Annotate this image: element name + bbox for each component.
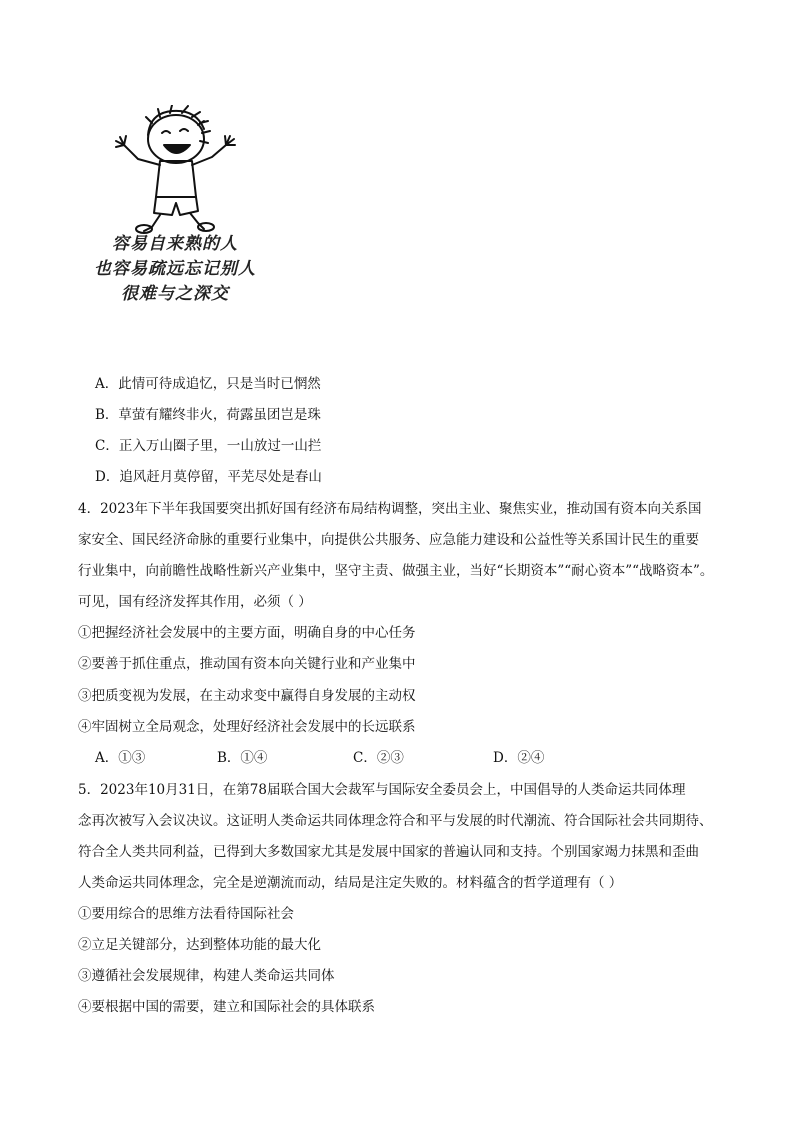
caption-line: 容易自来熟的人 — [112, 234, 238, 254]
q4-choice-c: C．②③ — [353, 750, 404, 766]
q4-item-4: ④牢固树立全局观念，处理好经济社会发展中的长远联系 — [78, 719, 416, 735]
q5-stem-line: 念再次被写入会议决议。这证明人类命运共同体理念符合和平与发展的时代潮流、符合国际社会共同期待、 — [78, 813, 713, 829]
q4-stem-line: 4．2023年下半年我国要突出抓好国有经济布局结构调整，突出主业、聚焦实业，推动国有资本向关系国 — [78, 501, 702, 517]
q3-option-b: B．草萤有耀终非火，荷露虽团岂是珠 — [95, 407, 321, 423]
q4-stem-line: 家安全、国民经济命脉的重要行业集中，向提供公共服务、应急能力建设和公益性等关系国计民生的重要 — [78, 532, 699, 548]
cartoon-caption — [80, 232, 270, 307]
caption-line: 很难与之深交 — [121, 284, 229, 304]
q3-option-c: C．正入万山圈子里，一山放过一山拦 — [95, 438, 322, 454]
q4-item-2: ②要善于抓住重点，推动国有资本向关键行业和产业集中 — [78, 656, 416, 672]
q3-option-d: D．追风赶月莫停留，平芜尽处是春山 — [95, 469, 322, 485]
caption-line: 也容易疏远忘记别人 — [94, 259, 256, 279]
q4-item-3: ③把质变视为发展，在主动求变中赢得自身发展的主动权 — [78, 688, 416, 704]
q4-choice-b: B．①④ — [217, 750, 268, 766]
q5-stem-line: 人类命运共同体理念，完全是逆潮流而动，结局是注定失败的。材料蕴含的哲学道理有（ ） — [78, 875, 623, 891]
q5-item-1: ①要用综合的思维方法看待国际社会 — [78, 906, 294, 922]
q5-stem-line: 5．2023年10月31日，在第78届联合国大会裁军与国际安全委员会上，中国倡导的人类命运共同体理 — [78, 782, 686, 798]
q4-choice-d: D．②④ — [493, 750, 545, 766]
q4-choice-a: A．①③ — [95, 750, 146, 766]
q3-option-a: A．此情可待成追忆，只是当时已惘然 — [95, 376, 321, 392]
q5-stem-line: 符合全人类共同利益，已得到大多数国家尤其是发展中国家的普遍认同和支持。个别国家竭力抹黑和歪曲 — [78, 844, 699, 860]
q5-item-4: ④要根据中国的需要，建立和国际社会的具体联系 — [78, 999, 375, 1015]
q5-item-2: ②立足关键部分，达到整体功能的最大化 — [78, 937, 321, 953]
q5-item-3: ③遵循社会发展规律，构建人类命运共同体 — [78, 968, 335, 984]
laughing-boy-drawing — [100, 105, 260, 235]
q4-stem-line: 行业集中，向前瞻性战略性新兴产业集中，坚守主责、做强主业，当好“长期资本”“耐心资本”“战略资本”。 — [78, 563, 714, 579]
q4-stem-line: 可见，国有经济发挥其作用，必须（ ） — [78, 594, 312, 610]
q4-item-1: ①把握经济社会发展中的主要方面，明确自身的中心任务 — [78, 625, 416, 641]
